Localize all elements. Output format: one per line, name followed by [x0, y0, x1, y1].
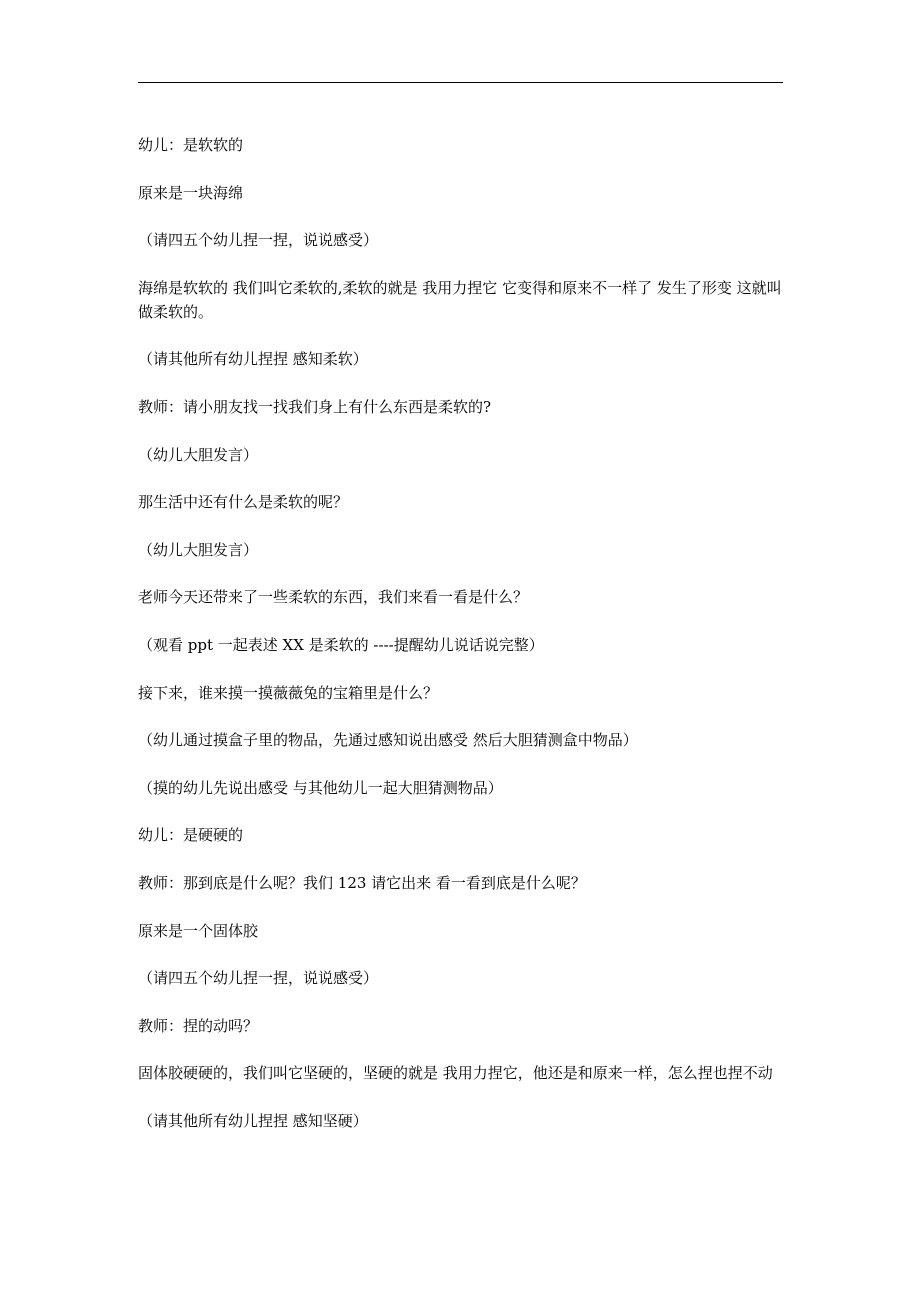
paragraph: （请其他所有幼儿捏捏 感知坚硬）: [138, 1111, 368, 1130]
paragraph: 固体胶硬硬的，我们叫它坚硬的，坚硬的就是 我用力捏它，他还是和原来一样，怎么捏也捏不动: [138, 1064, 773, 1083]
paragraph: （幼儿通过摸盒子里的物品，先通过感知说出感受 然后大胆猜测盒中物品）: [138, 731, 638, 750]
document-body: [138, 133, 786, 1156]
paragraph: （请其他所有幼儿捏捏 感知柔软）: [138, 350, 368, 369]
paragraph: 幼儿：是软软的: [138, 136, 244, 154]
paragraph: 教师：捏的动吗？: [138, 1016, 259, 1035]
paragraph: 那生活中还有什么是柔软的呢？: [138, 493, 349, 512]
paragraph: （请四五个幼儿捏一捏，说说感受）: [138, 969, 379, 988]
paragraph: 海绵是软软的 我们叫它柔软的,柔软的就是 我用力捏它 它变得和原来不一样了 发生了形变 这就叫做柔软的。: [138, 278, 782, 321]
paragraph: 接下来，谁来摸一摸薇薇兔的宝箱里是什么？: [138, 683, 439, 702]
paragraph: 教师：那到底是什么呢？我们 123 请它出来 看一看到底是什么呢？: [138, 873, 586, 892]
paragraph: 原来是一个固体胶: [138, 921, 259, 940]
paragraph: 幼儿：是硬硬的: [138, 826, 244, 845]
paragraph: （摸的幼儿先说出感受 与其他幼儿一起大胆猜测物品）: [138, 778, 503, 797]
paragraph: 教师：请小朋友找一找我们身上有什么东西是柔软的?: [138, 397, 492, 416]
header-rule: [138, 82, 783, 83]
paragraph: （幼儿大胆发言）: [138, 540, 259, 559]
paragraph: 老师今天还带来了一些柔软的东西，我们来看一看是什么？: [138, 588, 529, 607]
paragraph: （观看 ppt 一起表述 XX 是柔软的 ----提醒幼儿说话说完整）: [138, 635, 544, 654]
paragraph: 原来是一块海绵: [138, 183, 244, 202]
paragraph: （幼儿大胆发言）: [138, 445, 259, 464]
paragraph: （请四五个幼儿捏一捏，说说感受）: [138, 231, 379, 250]
